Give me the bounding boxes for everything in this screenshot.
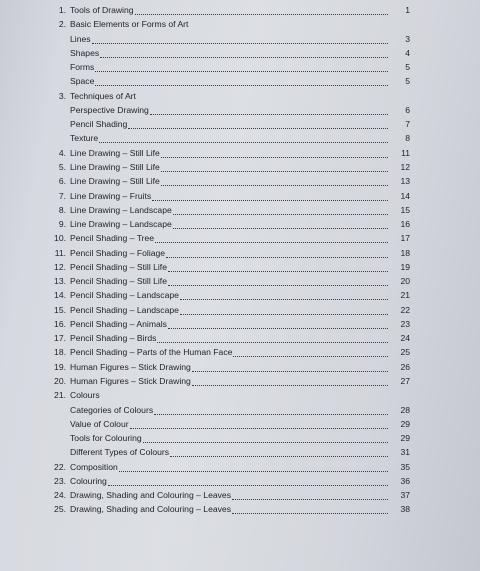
leader-dots <box>143 441 388 443</box>
toc-entry-number: 1. <box>58 5 66 15</box>
toc-entry-title: Pencil Shading – Landscape <box>70 290 179 301</box>
leader-dots <box>161 156 388 158</box>
leader-dots <box>161 170 388 172</box>
toc-entry-number: 8. <box>58 204 66 215</box>
toc-entry-page: 36 <box>400 475 410 486</box>
leader-dots <box>128 127 388 129</box>
toc-entry-title: Line Drawing – Fruits <box>70 190 152 201</box>
toc-entry-number: 6. <box>58 176 66 187</box>
toc-entry <box>0 503 410 516</box>
toc-entry-title: Colouring <box>70 475 107 486</box>
toc-entry-number: 14. <box>54 290 66 301</box>
leader-dots <box>232 498 388 500</box>
toc-entry-page: 11 <box>401 147 410 158</box>
leader-dots <box>173 227 388 229</box>
toc-entry-page: 25 <box>400 347 410 358</box>
toc-entry-number: 3. <box>58 90 66 101</box>
toc-entry-page: 24 <box>400 333 410 344</box>
toc-entry <box>0 289 410 302</box>
toc-entry <box>0 247 410 260</box>
toc-entry-title: Line Drawing – Still Life <box>70 147 160 158</box>
toc-entry-page: 38 <box>400 504 410 515</box>
toc-entry-page: 3 <box>405 33 410 44</box>
toc-entry-number: 20. <box>54 376 66 387</box>
toc-entry-title: Colours <box>70 390 100 401</box>
leader-dots <box>154 413 388 415</box>
toc-entry-page: 14 <box>400 190 410 201</box>
toc-entry-title: Pencil Shading – Still Life <box>70 276 167 287</box>
toc-entry-title: Line Drawing – Still Life <box>70 161 160 172</box>
toc-entry-page: 7 <box>405 119 410 130</box>
leader-dots <box>173 213 388 215</box>
toc-entry <box>0 132 410 145</box>
toc-entry-number: 13. <box>54 276 66 287</box>
toc-entry-title: Pencil Shading – Animals <box>70 318 167 329</box>
leader-dots <box>155 241 388 243</box>
toc-entry-title: Human Figures – Stick Drawing <box>70 376 191 387</box>
leader-dots <box>130 427 388 429</box>
toc-entry-title: Value of Colour <box>70 418 129 429</box>
toc-entry-page: 13 <box>400 176 410 187</box>
toc-entry-number: 22. <box>54 461 66 472</box>
toc-entry-number: 16. <box>54 318 66 329</box>
toc-entry-number: 10. <box>54 233 66 244</box>
toc-entry-page: 26 <box>400 361 410 372</box>
toc-entry <box>0 461 410 474</box>
toc-entry-page: 4 <box>405 47 410 58</box>
leader-dots <box>170 455 388 457</box>
toc-entry-page: 12 <box>400 161 410 172</box>
toc-entry <box>0 446 410 459</box>
leader-dots <box>92 42 388 44</box>
toc-entry-page: 18 <box>400 247 410 258</box>
toc-entry-number: 25. <box>54 504 66 515</box>
toc-entry-page: 5 <box>405 62 410 73</box>
toc-entry-title: Composition <box>70 461 118 472</box>
toc-entry-title: Drawing, Shading and Colouring – Leaves <box>70 504 231 515</box>
leader-dots <box>168 270 388 272</box>
toc-entry-number: 18. <box>54 347 66 358</box>
toc-entry-number: 9. <box>58 219 66 230</box>
toc-entry-number: 17. <box>54 333 66 344</box>
toc-entry-title: Pencil Shading – Foliage <box>70 247 166 258</box>
toc-entry-page: 16 <box>400 219 410 230</box>
toc-entry-title: Line Drawing – Landscape <box>70 204 172 215</box>
toc-entry-title: Basic Elements or Forms of Art <box>70 19 189 30</box>
toc-entry-title: Texture <box>70 133 99 144</box>
toc-entry-title: Different Types of Colours <box>70 447 170 458</box>
toc-entry-title: Pencil Shading – Still Life <box>70 261 167 272</box>
leader-dots <box>95 70 388 72</box>
toc-entry-page: 17 <box>400 233 410 244</box>
leader-dots <box>150 113 388 115</box>
toc-entry <box>0 175 410 188</box>
toc-entry <box>0 147 410 160</box>
leader-dots <box>166 256 388 258</box>
toc-entry <box>0 18 410 31</box>
toc-entry-title: Pencil Shading – Parts of the Human Face <box>70 347 233 358</box>
toc-entry-page: 23 <box>400 318 410 329</box>
leader-dots <box>192 384 388 386</box>
leader-dots <box>180 313 388 315</box>
toc-entry <box>0 304 410 317</box>
toc-entry-title: Pencil Shading – Tree <box>70 233 155 244</box>
toc-entry-title: Pencil Shading – Birds <box>70 333 157 344</box>
toc-entry-number: 4. <box>58 147 66 158</box>
toc-entry <box>0 204 410 217</box>
toc-entry-number: 12. <box>54 261 66 272</box>
toc-entry <box>0 361 410 374</box>
leader-dots <box>99 141 388 143</box>
toc-entry-title: Lines <box>70 33 91 44</box>
toc-entry-page: 29 <box>400 433 410 444</box>
toc-entry-page: 15 <box>400 204 410 215</box>
leader-dots <box>157 341 388 343</box>
toc-entry-page: 1 <box>405 5 410 15</box>
leader-dots <box>95 84 388 86</box>
leader-dots <box>192 370 388 372</box>
toc-entry <box>0 375 410 388</box>
toc-entry-page: 8 <box>405 133 410 144</box>
toc-entry <box>0 332 410 345</box>
leader-dots <box>119 470 388 472</box>
toc-entry <box>0 275 410 288</box>
leader-dots <box>100 56 388 58</box>
toc-entry-title: Human Figures – Stick Drawing <box>70 361 191 372</box>
leader-dots <box>233 355 388 357</box>
toc-entry <box>0 47 410 60</box>
toc-entry <box>0 489 410 502</box>
toc-entry-title: Tools for Colouring <box>70 433 142 444</box>
toc-entry-page: 6 <box>405 104 410 115</box>
toc-entry-number: 2. <box>58 19 66 30</box>
toc-entry <box>0 118 410 131</box>
toc-entry <box>0 61 410 74</box>
toc-entry-title: Drawing, Shading and Colouring – Leaves <box>70 490 231 501</box>
toc-entry-number: 15. <box>54 304 66 315</box>
toc-entry-title: Shapes <box>70 47 100 58</box>
toc-entry <box>0 232 410 245</box>
toc-entry-title: Pencil Shading <box>70 119 128 130</box>
toc-entry-number: 5. <box>58 161 66 172</box>
toc-entry-title: Pencil Shading – Landscape <box>70 304 179 315</box>
toc-entry-number: 7. <box>58 190 66 201</box>
leader-dots <box>168 327 388 329</box>
toc-entry-page: 22 <box>400 304 410 315</box>
toc-entry-title: Space <box>70 76 95 87</box>
toc-entry <box>0 475 410 488</box>
leader-dots <box>180 298 388 300</box>
toc-entry <box>0 33 410 46</box>
toc-entry <box>0 218 410 231</box>
toc-entry <box>0 318 410 331</box>
toc-entry <box>0 432 410 445</box>
toc-entry-number: 21. <box>54 390 66 401</box>
toc-entry-page: 21 <box>400 290 410 301</box>
toc-entry <box>0 404 410 417</box>
toc-entry-page: 31 <box>400 447 410 458</box>
toc-entry <box>0 161 410 174</box>
toc-entry-title: Line Drawing – Still Life <box>70 176 160 187</box>
toc-entry-number: 19. <box>54 361 66 372</box>
toc-entry-number: 24. <box>54 490 66 501</box>
toc-entry-title: Forms <box>70 62 95 73</box>
toc-entry-title: Line Drawing – Landscape <box>70 219 172 230</box>
toc-entry <box>0 90 410 103</box>
toc-entry-title: Perspective Drawing <box>70 104 149 115</box>
toc-entry-title: Techniques of Art <box>70 90 136 101</box>
toc-entry-page: 35 <box>400 461 410 472</box>
leader-dots <box>161 184 388 186</box>
leader-dots <box>232 512 388 514</box>
toc-entry <box>0 190 410 203</box>
toc-entry-title: Categories of Colours <box>70 404 154 415</box>
toc-entry <box>0 4 410 17</box>
toc-entry-page: 29 <box>400 418 410 429</box>
leader-dots <box>108 484 388 486</box>
toc-entry <box>0 346 410 359</box>
toc-entry <box>0 418 410 431</box>
toc-entry <box>0 104 410 117</box>
leader-dots <box>135 13 388 15</box>
toc-entry <box>0 75 410 88</box>
toc-entry-page: 37 <box>400 490 410 501</box>
toc-entry-number: 11. <box>54 247 66 258</box>
toc-entry-page: 19 <box>400 261 410 272</box>
toc-entry <box>0 389 410 402</box>
leader-dots <box>168 284 388 286</box>
toc-entry-number: 23. <box>54 475 66 486</box>
toc-entry-page: 5 <box>405 76 410 87</box>
leader-dots <box>152 199 388 201</box>
toc-entry-page: 27 <box>400 376 410 387</box>
toc-entry-page: 20 <box>400 276 410 287</box>
toc-entry-title: Tools of Drawing <box>70 5 134 15</box>
toc-entry-page: 28 <box>400 404 410 415</box>
toc-entry <box>0 261 410 274</box>
